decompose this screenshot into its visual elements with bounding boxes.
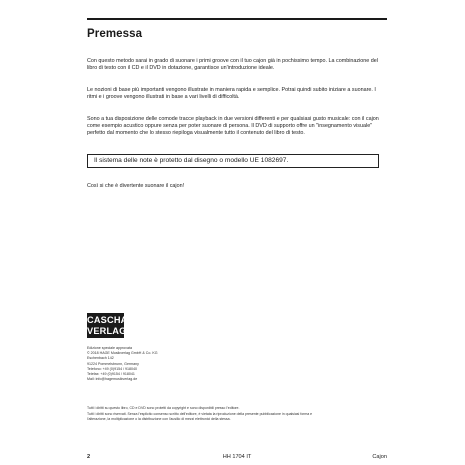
- page-footer: [87, 454, 387, 463]
- catalog-code: HH 1704 IT: [222, 454, 252, 460]
- copyright-notice-box: Il sistema delle note è protetto dal disegno o modello UE 1082697.: [87, 154, 379, 168]
- publisher-logo: [87, 313, 128, 338]
- publisher-line: Eschenbach 142: [87, 356, 114, 361]
- rights-line: Tutti i diritti sono riservati. Senza l'esplicito consenso scritto dell'editore, è vietata la riproduzione della presente pubblicazione in qualsiasi forma e: [87, 411, 313, 416]
- rights-line: Tutti i diritti su questo libro, CD e DVD sono protetti da copyright e sono disponibili presso l'editore.: [87, 406, 240, 410]
- page-number: 2: [87, 454, 91, 460]
- paragraph-playback: Sono a tua disposizione delle comode tracce playback in due versioni differenti e per qualsiasi gusto musicale: con il cajon come esempio acustico oppure senza per poter suonare di persona. Il DVD di supporto offre un "insegnamento visuale" perfetto dal momento che lo stesso riepiloga visualmente tutto il contenuto del libro di testo.: [87, 116, 379, 137]
- logo-line-1: CASCHA: [87, 315, 128, 325]
- rights-line: l'alterazione, la moltiplicazione o la distribuzione con l'ausilio di mezzi elettronici della stessa.: [87, 417, 231, 422]
- publisher-line: Edizione speciale approvata: [87, 346, 132, 350]
- rights-notice: [87, 406, 387, 423]
- publisher-line: Mail: info@hagemusikverlag.de: [87, 377, 138, 382]
- publisher-line: 91224 Pommelsbrunn, Germany: [87, 361, 139, 366]
- publisher-line: Telefono: +49 (0)9154 / 918040: [87, 366, 138, 371]
- book-page: [87, 0, 387, 465]
- logo-line-2: VERLAG: [87, 325, 127, 336]
- paragraph-intro: Con questo metodo sarai in grado di suonare i primi groove con il tuo cajon già in pochissimo tempo. La combinazione del libro di testo con il CD e il DVD in dotazione, garantisce un'introduzione ideale.: [87, 58, 378, 72]
- top-rule: [87, 18, 387, 20]
- page-heading: Premessa: [87, 28, 143, 40]
- publisher-line: © 2018 HAGE Musikverlag GmbH & Co. KG: [87, 351, 158, 356]
- book-title: Cajon: [372, 454, 387, 460]
- publisher-line: Telefax: +49 (0)9154 / 918041: [87, 372, 135, 377]
- publisher-info: [87, 346, 287, 382]
- paragraph-closing: Così si che è divertente suonare il cajon!: [87, 183, 185, 189]
- paragraph-basics: Le nozioni di base più importanti vengono illustrate in maniera rapida e semplice. Potrai quindi subito iniziare a suonare. I ritmi e i groove vengono illustrati in base a vari livelli di difficoltà.: [87, 87, 376, 101]
